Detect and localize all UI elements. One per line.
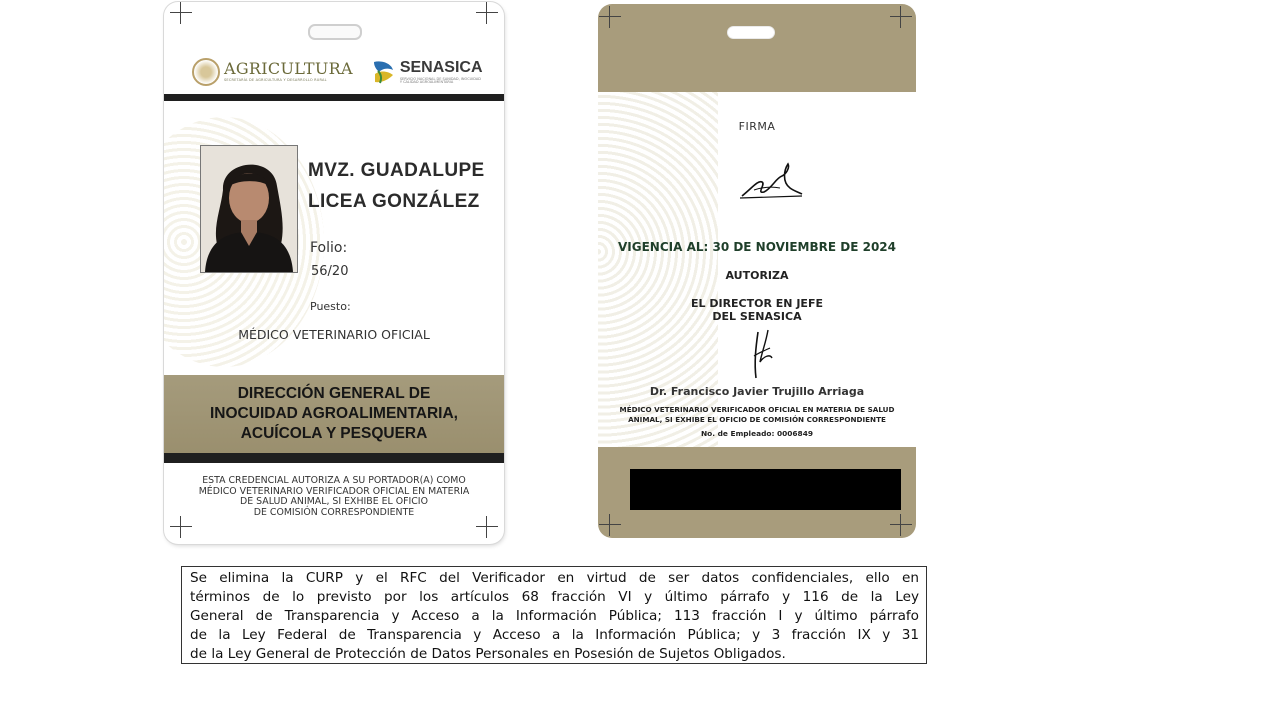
department-line1: DIRECCIÓN GENERAL DE <box>237 385 431 402</box>
back-content-panel <box>598 92 916 447</box>
senasica-logo-icon <box>371 58 397 86</box>
crop-mark-icon <box>476 2 498 24</box>
crop-mark-icon <box>476 516 498 538</box>
crop-mark-icon <box>890 514 912 536</box>
holder-name-line2: LICEA GONZÁLEZ <box>308 191 480 212</box>
director-signature-icon <box>748 328 780 382</box>
note-line: DE SALUD ANIMAL, SI EXHIBE EL OFICIO <box>240 496 428 507</box>
agricultura-logo <box>224 61 353 83</box>
puesto-value: MÉDICO VETERINARIO OFICIAL <box>238 327 430 342</box>
director-title-line1: EL DIRECTOR EN JEFE <box>691 297 823 310</box>
puesto-label: Puesto: <box>310 300 351 313</box>
portrait-photo <box>200 145 298 273</box>
department-line3: ACUÍCOLA Y PESQUERA <box>240 425 428 442</box>
lanyard-slot <box>727 26 775 39</box>
person-photo-icon <box>201 146 297 272</box>
senasica-logo <box>400 60 483 85</box>
header-rule <box>164 94 504 101</box>
senasica-title: SENASICA <box>399 58 483 76</box>
note-line: MÉDICO VETERINARIO VERIFICADOR OFICIAL EN MATERIA <box>198 485 470 497</box>
crop-mark-icon <box>599 514 621 536</box>
agricultura-subtitle: SECRETARÍA DE AGRICULTURA Y DESARROLLO RURAL <box>224 78 327 83</box>
autoriza-label: AUTORIZA <box>725 269 789 282</box>
agricultura-title: AGRICULTURA <box>224 59 353 79</box>
employee-number: No. de Empleado: 0006849 <box>701 429 813 438</box>
lanyard-slot <box>308 24 362 40</box>
crop-mark-icon <box>170 516 192 538</box>
senasica-subtitle: SERVICIO NACIONAL DE SANIDAD, INOCUIDAD Y CALIDAD AGROALIMENTARIA <box>399 76 481 84</box>
vigencia-date: VIGENCIA AL: 30 DE NOVIEMBRE DE 2024 <box>617 240 896 254</box>
department-line2: INOCUIDAD AGROALIMENTARIA, <box>210 405 458 422</box>
agency-logos <box>192 52 482 92</box>
note-line: DE COMISIÓN CORRESPONDIENTE <box>253 506 415 518</box>
footer-rule <box>164 453 504 463</box>
redaction-bar <box>630 469 901 510</box>
crop-mark-icon <box>599 6 621 28</box>
confidentiality-notice <box>181 566 927 664</box>
holder-name-line1: MVZ. GUADALUPE <box>308 160 485 181</box>
notice-line: de la Ley Federal de Transparencia y Acceso a la Información Pública; y 3 fracción IX y 31 <box>190 627 919 643</box>
crop-mark-icon <box>890 6 912 28</box>
holder-signature-icon <box>736 158 806 202</box>
folio-label: Folio: <box>310 240 348 256</box>
folio-value: 56/20 <box>311 264 349 279</box>
role-description-line2: ANIMAL, SI EXHIBE EL OFICIO DE COMISIÓN CORRESPONDIENTE <box>628 415 886 424</box>
department-band <box>164 375 504 453</box>
notice-line: General de Transparencia y Acceso a la Información Pública; 113 fracción I y último párrafo <box>190 608 919 624</box>
authorization-note <box>184 476 484 518</box>
mexico-seal-icon <box>192 58 220 86</box>
notice-line: Se elimina la CURP y el RFC del Verificador en virtud de ser datos confidenciales, ello en <box>190 570 919 586</box>
director-title-line2: DEL SENASICA <box>712 310 802 323</box>
role-description-line1: MÉDICO VETERINARIO VERIFICADOR OFICIAL EN MATERIA DE SALUD <box>619 405 895 414</box>
credential-front <box>164 2 504 544</box>
credential-back <box>598 4 916 538</box>
notice-line: de la Ley General de Protección de Datos Personales en Posesión de Sujetos Obligados. <box>190 646 786 662</box>
notice-line: términos de lo previsto por los artículos 68 fracción VI y último párrafo y 116 de la Ley <box>190 589 919 605</box>
director-name: Dr. Francisco Javier Trujillo Arriaga <box>649 385 865 398</box>
firma-label: FIRMA <box>738 120 776 133</box>
note-line: ESTA CREDENCIAL AUTORIZA A SU PORTADOR(A) COMO <box>202 475 466 486</box>
crop-mark-icon <box>170 2 192 24</box>
